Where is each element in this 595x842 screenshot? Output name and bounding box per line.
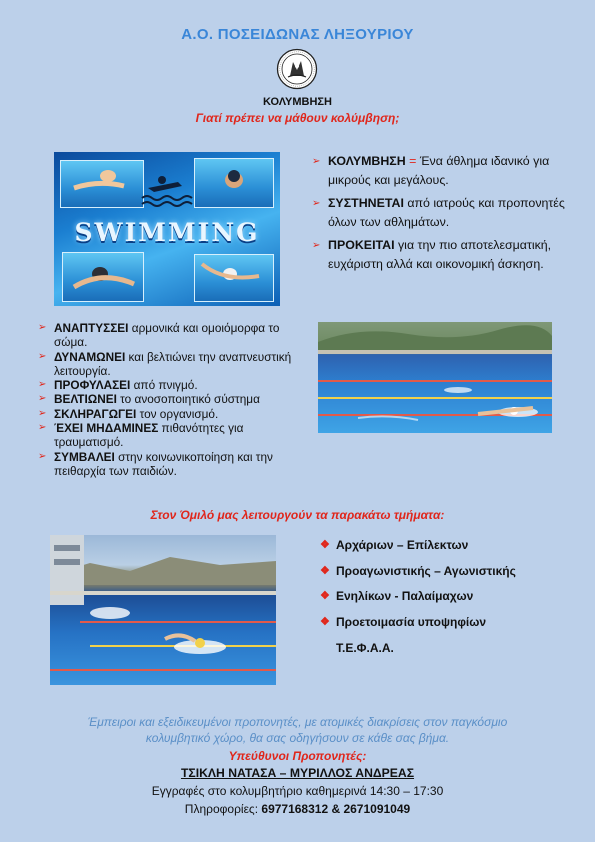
arrow-bullet-icon: ➢ (38, 379, 47, 391)
benefits-list (38, 321, 308, 478)
diamond-bullet-icon: ❖ (320, 615, 330, 628)
department-item: ❖ Ενηλίκων - Παλαίμαχων (320, 589, 474, 603)
arrow-bullet-icon: ➢ (38, 393, 47, 405)
benefit-item: ➢ ΣΥΜΒΑΛΕΙ στην κοινωνικοποίηση και την πειθαρχία των παιδιών. (38, 449, 273, 478)
benefit-item: ➢ ΔΥΝΑΜΩΝΕΙ και βελτιώνει την αναπνευστική λειτουργία. (38, 349, 292, 378)
arrow-bullet-icon: ➢ (312, 156, 321, 167)
arrow-bullet-icon: ➢ (38, 422, 47, 434)
intro-item: ➢ ΠΡΟΚΕΙΤΑΙ για την πιο αποτελεσματική, ευχάριστη αλλά και οικονομική άσκηση. (312, 238, 552, 271)
swimming-collage-image (54, 152, 280, 306)
intro-item: ➢ ΚΟΛΥΜΒΗΣΗ = Ένα άθλημα ιδανικό για μικρούς και μεγάλους. (312, 154, 550, 187)
registration-hours: Εγγραφές στο κολυμβητήριο καθημερινά 14:30 – 17:30 (151, 784, 444, 798)
benefit-item: ➢ ΑΝΑΠΤΥΣΣΕΙ αρμονικά και ομοιόμορφα το σώμα. (38, 321, 280, 350)
diamond-bullet-icon: ❖ (320, 539, 330, 551)
arrow-bullet-icon: ➢ (38, 322, 47, 333)
benefit-item: ➢ ΠΡΟΦΥΛΑΣΕΙ από πνιγμό. (38, 378, 198, 393)
why-title: Γιατί πρέπει να μάθουν κολύμβηση; (195, 111, 400, 125)
phone-numbers: 6977168312 & 2671091049 (261, 802, 411, 816)
intro-item: ➢ ΣΥΣΤΗΝΕΤΑΙ από ιατρούς και προπονητές όλων των αθλημάτων. (312, 196, 565, 229)
department-item: ❖ Αρχάριων – Επίλεκτων (320, 538, 469, 552)
department-item-continuation: Τ.Ε.Φ.Α.Α. (336, 641, 394, 655)
pool-photo-swimmer (318, 322, 552, 433)
benefit-item: ➢ ΈΧΕΙ ΜΗΔΑΜΙΝΕΣ πιθανότητες για τραυματισμό. (38, 421, 244, 450)
department-item: ❖ Προαγωνιστικής – Αγωνιστικής (320, 563, 516, 578)
info-label: Πληροφορίες: (184, 802, 262, 816)
benefit-item: ➢ ΒΕΛΤΙΩΝΕΙ το ανοσοποιητικό σύστημα (38, 392, 260, 407)
arrow-bullet-icon: ➢ (38, 350, 47, 362)
departments-list (320, 538, 560, 640)
arrow-bullet-icon: ➢ (312, 240, 321, 251)
club-title: Α.Ο. ΠΟΣΕΙΔΩΝΑΣ ΛΗΞΟΥΡΙΟΥ (181, 26, 414, 43)
swimming-word: SWIMMING (74, 218, 260, 247)
arrow-bullet-icon: ➢ (312, 198, 321, 209)
contact-info (0, 802, 595, 816)
sport-title: ΚΟΛΥΜΒΗΣΗ (263, 96, 332, 108)
coaches-description: Έμπειροι και εξειδικευμένοι προπονητές, με ατομικές διακρίσεις στον παγκόσμιο κολυμβητικό χώρο, θα σας οδηγήσουν σε κάθε σας βήμα. (87, 715, 508, 745)
diamond-bullet-icon: ❖ (320, 564, 330, 577)
pool-photo-training (50, 535, 276, 685)
benefit-item: ➢ ΣΚΛΗΡΑΓΩΓΕΙ τον οργανισμό. (38, 406, 219, 421)
club-seal-logo (276, 48, 318, 90)
intro-list (312, 152, 568, 278)
diamond-bullet-icon: ❖ (320, 590, 330, 602)
arrow-bullet-icon: ➢ (38, 407, 47, 419)
department-item: ❖ Προετοιμασία υποψηφίων (320, 614, 487, 629)
responsible-coaches-title: Υπεύθυνοι Προπονητές: (228, 749, 367, 763)
arrow-bullet-icon: ➢ (38, 450, 47, 462)
responsible-coaches-names: ΤΣΙΚΛΗ ΝΑΤΑΣΑ – ΜΥΡΙΛΛΟΣ ΑΝΔΡΕΑΣ (180, 766, 415, 780)
departments-heading: Στον Όμιλό μας λειτουργούν τα παρακάτω τμήματα: (150, 508, 445, 522)
